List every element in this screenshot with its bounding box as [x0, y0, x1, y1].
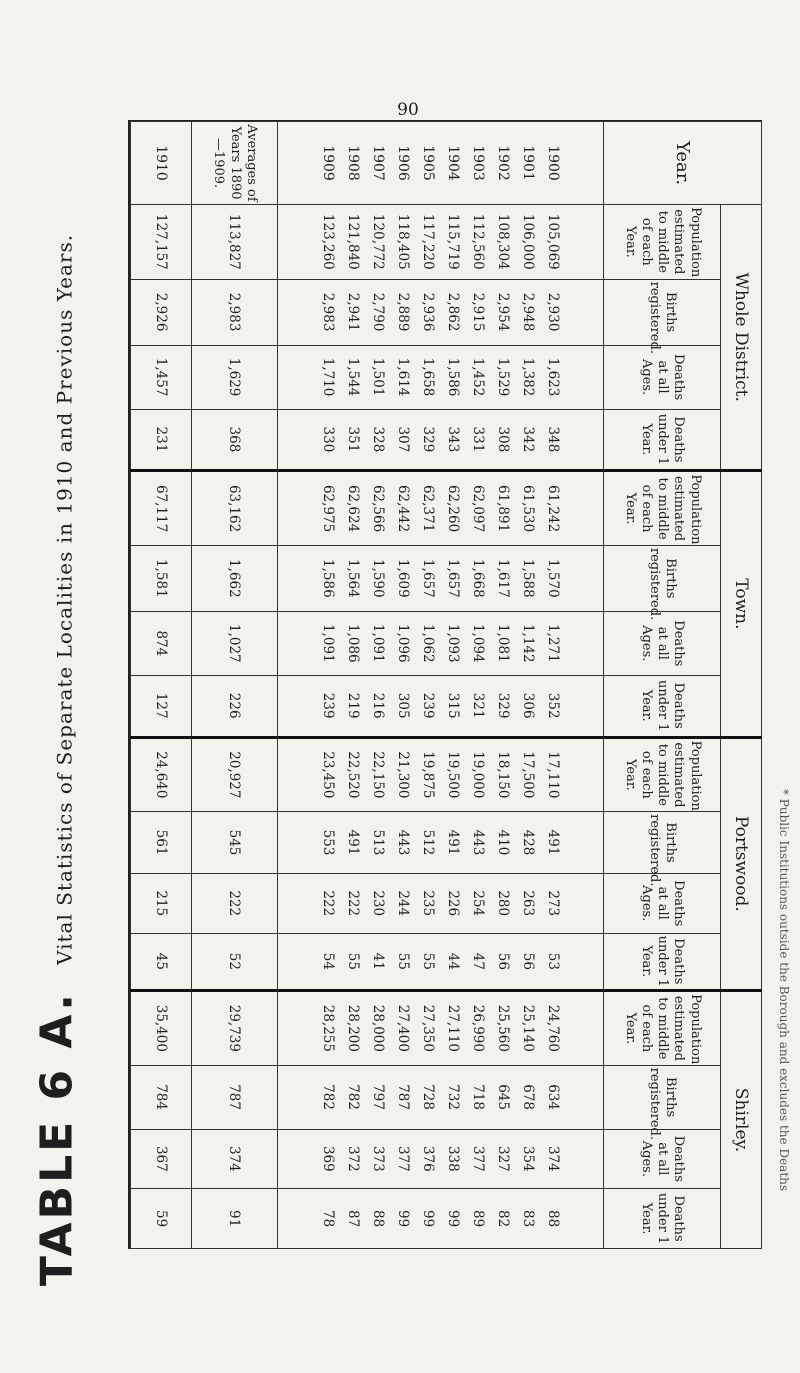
value-cell: 1,609: [395, 559, 412, 598]
value-cell: 54: [320, 952, 337, 970]
value-cell: 2,889: [395, 292, 412, 332]
value-cell: 27,400: [395, 1004, 412, 1052]
value-cell: 21,300: [395, 751, 412, 799]
value-cell: 62,371: [420, 484, 437, 533]
average-value: 545: [192, 812, 278, 874]
value-cell: 53: [545, 952, 562, 970]
year-cell: 1905: [420, 145, 437, 181]
value-cell: 28,000: [370, 1004, 387, 1052]
value-cell: 115,719: [445, 213, 462, 270]
table-title-block: [12, 150, 102, 1370]
year-cell: 1908: [345, 145, 362, 181]
value-column: [278, 873, 604, 933]
average-value: 1,027: [192, 611, 278, 675]
average-value: 52: [192, 933, 278, 991]
value-cell: 216: [370, 692, 387, 719]
value-column: [278, 345, 604, 409]
value-cell: 1,096: [395, 624, 412, 663]
value-column: [278, 545, 604, 611]
year-list: [278, 122, 604, 205]
average-value: 374: [192, 1129, 278, 1189]
value-cell: 62,097: [470, 484, 487, 533]
value-cell: 315: [445, 692, 462, 719]
value-cell: 1,614: [395, 357, 412, 397]
column-header: Deaths at all Ages.: [604, 611, 721, 675]
value-column: [278, 933, 604, 991]
value-cell: 239: [320, 692, 337, 719]
value-cell: 219: [345, 692, 362, 719]
column-header: Deaths at all Ages.: [604, 1129, 721, 1189]
value-cell: 343: [445, 426, 462, 453]
value-column: [278, 991, 604, 1066]
locality-header: Whole District.: [721, 205, 762, 471]
column-header: Deaths under 1 Year.: [604, 409, 721, 471]
average-value: 113,827: [192, 205, 278, 280]
value-cell: 226: [445, 890, 462, 917]
value-cell: 56: [520, 952, 537, 970]
value-cell: 2,915: [470, 292, 487, 332]
value-cell: 1,091: [320, 624, 337, 663]
average-value: 20,927: [192, 737, 278, 812]
value-cell: 88: [545, 1210, 562, 1228]
value-cell: 44: [445, 952, 462, 970]
value-cell: 1,093: [445, 624, 462, 663]
value-cell: 645: [495, 1084, 512, 1110]
value-column: [278, 737, 604, 812]
value-cell: 1,452: [470, 357, 487, 397]
value-cell: 26,990: [470, 1004, 487, 1052]
value-column: [278, 1189, 604, 1249]
value-cell: 263: [520, 890, 537, 917]
value-cell: 61,891: [495, 484, 512, 533]
value-cell: 348: [545, 426, 562, 453]
value-cell: 1,081: [495, 624, 512, 663]
column-header: Deaths at all Ages.: [604, 345, 721, 409]
value-column: [278, 279, 604, 345]
average-value: 222: [192, 873, 278, 933]
average-value: 91: [192, 1189, 278, 1249]
value-cell: 22,150: [370, 751, 387, 799]
value-cell: 338: [445, 1145, 462, 1172]
value-column: [278, 409, 604, 471]
value-cell: 1,142: [520, 624, 537, 663]
value-cell: 19,000: [470, 751, 487, 799]
year-1910-value: 127: [131, 675, 192, 737]
value-cell: 1,501: [370, 357, 387, 397]
value-cell: 2,941: [345, 292, 362, 332]
value-cell: 553: [320, 829, 337, 856]
value-cell: 25,140: [520, 1004, 537, 1052]
value-cell: 62,975: [320, 484, 337, 533]
value-cell: 19,875: [420, 751, 437, 799]
value-cell: 280: [495, 890, 512, 917]
value-cell: 369: [320, 1145, 337, 1172]
value-cell: 61,242: [545, 484, 562, 533]
value-column: [278, 1129, 604, 1189]
column-header: Deaths under 1 Year.: [604, 675, 721, 737]
value-cell: 55: [345, 952, 362, 970]
value-cell: 376: [420, 1145, 437, 1172]
year-1910-label: 1910: [131, 122, 192, 205]
averages-label: Averages of Years 1890—1909.: [192, 122, 278, 205]
column-header: Population estimated to middle of each Year.: [604, 471, 721, 546]
value-cell: 55: [420, 952, 437, 970]
value-cell: 2,983: [320, 292, 337, 332]
year-cell: 1902: [495, 145, 512, 181]
year-1910-value: 35,400: [131, 991, 192, 1066]
value-cell: 354: [520, 1145, 537, 1172]
value-cell: 28,255: [320, 1004, 337, 1052]
column-header: Population estimated to middle of each Year.: [604, 991, 721, 1066]
value-cell: 308: [495, 426, 512, 453]
column-header: Births registered.: [604, 812, 721, 874]
year-1910-value: 127,157: [131, 205, 192, 280]
value-cell: 352: [545, 692, 562, 719]
value-cell: 1,544: [345, 357, 362, 397]
value-cell: 306: [520, 692, 537, 719]
value-cell: 62,442: [395, 484, 412, 533]
year-1910-value: 231: [131, 409, 192, 471]
value-cell: 1,529: [495, 357, 512, 397]
value-cell: 19,500: [445, 751, 462, 799]
value-cell: 377: [395, 1145, 412, 1172]
value-cell: 27,110: [445, 1004, 462, 1052]
year-1910-value: 367: [131, 1129, 192, 1189]
value-cell: 56: [495, 952, 512, 970]
statistics-table: [130, 121, 762, 1249]
value-cell: 62,260: [445, 484, 462, 533]
value-cell: 327: [495, 1145, 512, 1172]
value-cell: 443: [470, 829, 487, 856]
average-value: 368: [192, 409, 278, 471]
value-cell: 87: [345, 1210, 362, 1228]
year-cell: 1903: [470, 145, 487, 181]
value-cell: 88: [370, 1210, 387, 1228]
value-cell: 105,069: [545, 213, 562, 270]
year-cell: 1900: [545, 145, 562, 181]
value-cell: 305: [395, 692, 412, 719]
value-cell: 17,500: [520, 751, 537, 799]
value-cell: 99: [420, 1210, 437, 1228]
value-cell: 254: [470, 890, 487, 917]
value-cell: 235: [420, 890, 437, 917]
value-cell: 2,954: [495, 292, 512, 332]
value-cell: 491: [345, 829, 362, 856]
value-cell: 491: [445, 829, 462, 856]
value-cell: 1,271: [545, 624, 562, 663]
value-cell: 62,624: [345, 484, 362, 533]
value-cell: 1,668: [470, 559, 487, 598]
value-cell: 328: [370, 426, 387, 453]
value-cell: 82: [495, 1210, 512, 1228]
year-cell: 1906: [395, 145, 412, 181]
value-cell: 61,530: [520, 484, 537, 533]
value-cell: 782: [345, 1084, 362, 1110]
value-cell: 83: [520, 1210, 537, 1228]
column-header: Population estimated to middle of each Year.: [604, 737, 721, 812]
year-1910-value: 1,581: [131, 545, 192, 611]
value-cell: 17,110: [545, 751, 562, 799]
year-1910-value: 561: [131, 812, 192, 874]
value-cell: 329: [495, 692, 512, 719]
value-cell: 230: [370, 890, 387, 917]
average-value: 2,983: [192, 279, 278, 345]
footer-note: * Public Institutions outside the Borough and excludes the Deaths: [777, 788, 791, 1192]
value-cell: 121,840: [345, 213, 362, 270]
value-cell: 99: [395, 1210, 412, 1228]
average-value: 1,662: [192, 545, 278, 611]
value-cell: 222: [345, 890, 362, 917]
column-header: Population estimated to middle of each Year.: [604, 205, 721, 280]
value-cell: 1,658: [420, 357, 437, 397]
value-column: [278, 1065, 604, 1129]
year-1910-value: 45: [131, 933, 192, 991]
value-cell: 47: [470, 952, 487, 970]
value-cell: 513: [370, 829, 387, 856]
year-header: Year.: [604, 122, 762, 205]
value-cell: 342: [520, 426, 537, 453]
value-cell: 41: [370, 952, 387, 970]
value-cell: 18,150: [495, 751, 512, 799]
table-caption: Vital Statistics of Separate Localities in 1910 and Previous Years.: [52, 233, 77, 965]
value-cell: 222: [320, 890, 337, 917]
table-body: [131, 122, 762, 1249]
value-column: [278, 471, 604, 546]
value-cell: 718: [470, 1084, 487, 1110]
value-cell: 634: [545, 1084, 562, 1110]
column-header: Births registered.: [604, 545, 721, 611]
average-value: 29,739: [192, 991, 278, 1066]
value-column: [278, 812, 604, 874]
average-value: 226: [192, 675, 278, 737]
statistics-table-frame: [128, 120, 762, 1249]
value-cell: 1,710: [320, 357, 337, 397]
value-cell: 1,657: [420, 559, 437, 598]
value-cell: 1,094: [470, 624, 487, 663]
value-cell: 491: [545, 829, 562, 856]
value-cell: 273: [545, 890, 562, 917]
year-cell: 1904: [445, 145, 462, 181]
value-cell: 118,405: [395, 213, 412, 270]
average-value: 1,629: [192, 345, 278, 409]
value-cell: 2,948: [520, 292, 537, 332]
value-cell: 728: [420, 1084, 437, 1110]
value-cell: 1,586: [445, 357, 462, 397]
year-cell: 1907: [370, 145, 387, 181]
value-cell: 1,590: [370, 559, 387, 598]
value-cell: 331: [470, 426, 487, 453]
average-value: 63,162: [192, 471, 278, 546]
value-cell: 22,520: [345, 751, 362, 799]
year-cell: 1909: [320, 145, 337, 181]
value-cell: 732: [445, 1084, 462, 1110]
value-cell: 410: [495, 829, 512, 856]
value-cell: 787: [395, 1084, 412, 1110]
value-cell: 1,091: [370, 624, 387, 663]
locality-header: Portswood.: [721, 737, 762, 991]
value-cell: 99: [445, 1210, 462, 1228]
value-cell: 120,772: [370, 213, 387, 270]
value-cell: 678: [520, 1084, 537, 1110]
column-header: Deaths under 1 Year.: [604, 933, 721, 991]
value-cell: 117,220: [420, 213, 437, 270]
value-cell: 782: [320, 1084, 337, 1110]
value-cell: 377: [470, 1145, 487, 1172]
value-cell: 25,560: [495, 1004, 512, 1052]
column-header: Births registered.: [604, 1065, 721, 1129]
value-cell: 330: [320, 426, 337, 453]
value-cell: 2,936: [420, 292, 437, 332]
value-cell: 372: [345, 1145, 362, 1172]
value-cell: 1,564: [345, 559, 362, 598]
value-cell: 78: [320, 1210, 337, 1228]
value-cell: 1,586: [320, 559, 337, 598]
table-label: TABLE 6 A.: [31, 990, 83, 1287]
value-cell: 23,450: [320, 751, 337, 799]
value-cell: 2,862: [445, 292, 462, 332]
column-header: Deaths at all Ages.: [604, 873, 721, 933]
year-1910-value: 59: [131, 1189, 192, 1249]
value-cell: 443: [395, 829, 412, 856]
year-1910-value: 874: [131, 611, 192, 675]
year-cell: 1901: [520, 145, 537, 181]
value-cell: 1,657: [445, 559, 462, 598]
value-cell: 1,062: [420, 624, 437, 663]
value-cell: 106,000: [520, 213, 537, 270]
value-cell: 123,260: [320, 213, 337, 270]
value-cell: 27,350: [420, 1004, 437, 1052]
value-cell: 329: [420, 426, 437, 453]
column-header: Deaths under 1 Year.: [604, 1189, 721, 1249]
value-cell: 512: [420, 829, 437, 856]
value-cell: 351: [345, 426, 362, 453]
value-cell: 244: [395, 890, 412, 917]
value-cell: 2,930: [545, 292, 562, 332]
column-header: Births registered.: [604, 279, 721, 345]
value-cell: 797: [370, 1084, 387, 1110]
value-cell: 1,623: [545, 357, 562, 397]
value-cell: 239: [420, 692, 437, 719]
value-cell: 2,790: [370, 292, 387, 332]
locality-header: Shirley.: [721, 991, 762, 1249]
page-number: 90: [397, 100, 419, 120]
value-cell: 373: [370, 1145, 387, 1172]
year-1910-value: 67,117: [131, 471, 192, 546]
value-cell: 55: [395, 952, 412, 970]
value-cell: 1,617: [495, 559, 512, 598]
year-1910-value: 1,457: [131, 345, 192, 409]
locality-header: Town.: [721, 471, 762, 737]
year-1910-value: 215: [131, 873, 192, 933]
value-cell: 428: [520, 829, 537, 856]
value-column: [278, 611, 604, 675]
value-cell: 89: [470, 1210, 487, 1228]
value-cell: 24,760: [545, 1004, 562, 1052]
year-1910-value: 24,640: [131, 737, 192, 812]
value-cell: 374: [545, 1145, 562, 1172]
value-cell: 112,560: [470, 213, 487, 270]
year-1910-value: 2,926: [131, 279, 192, 345]
value-column: [278, 205, 604, 280]
value-cell: 1,382: [520, 357, 537, 397]
value-cell: 1,086: [345, 624, 362, 663]
value-cell: 62,566: [370, 484, 387, 533]
average-value: 787: [192, 1065, 278, 1129]
value-column: [278, 675, 604, 737]
value-cell: 1,570: [545, 559, 562, 598]
value-cell: 1,588: [520, 559, 537, 598]
year-1910-value: 784: [131, 1065, 192, 1129]
value-cell: 307: [395, 426, 412, 453]
value-cell: 28,200: [345, 1004, 362, 1052]
value-cell: 108,304: [495, 213, 512, 270]
value-cell: 321: [470, 692, 487, 719]
